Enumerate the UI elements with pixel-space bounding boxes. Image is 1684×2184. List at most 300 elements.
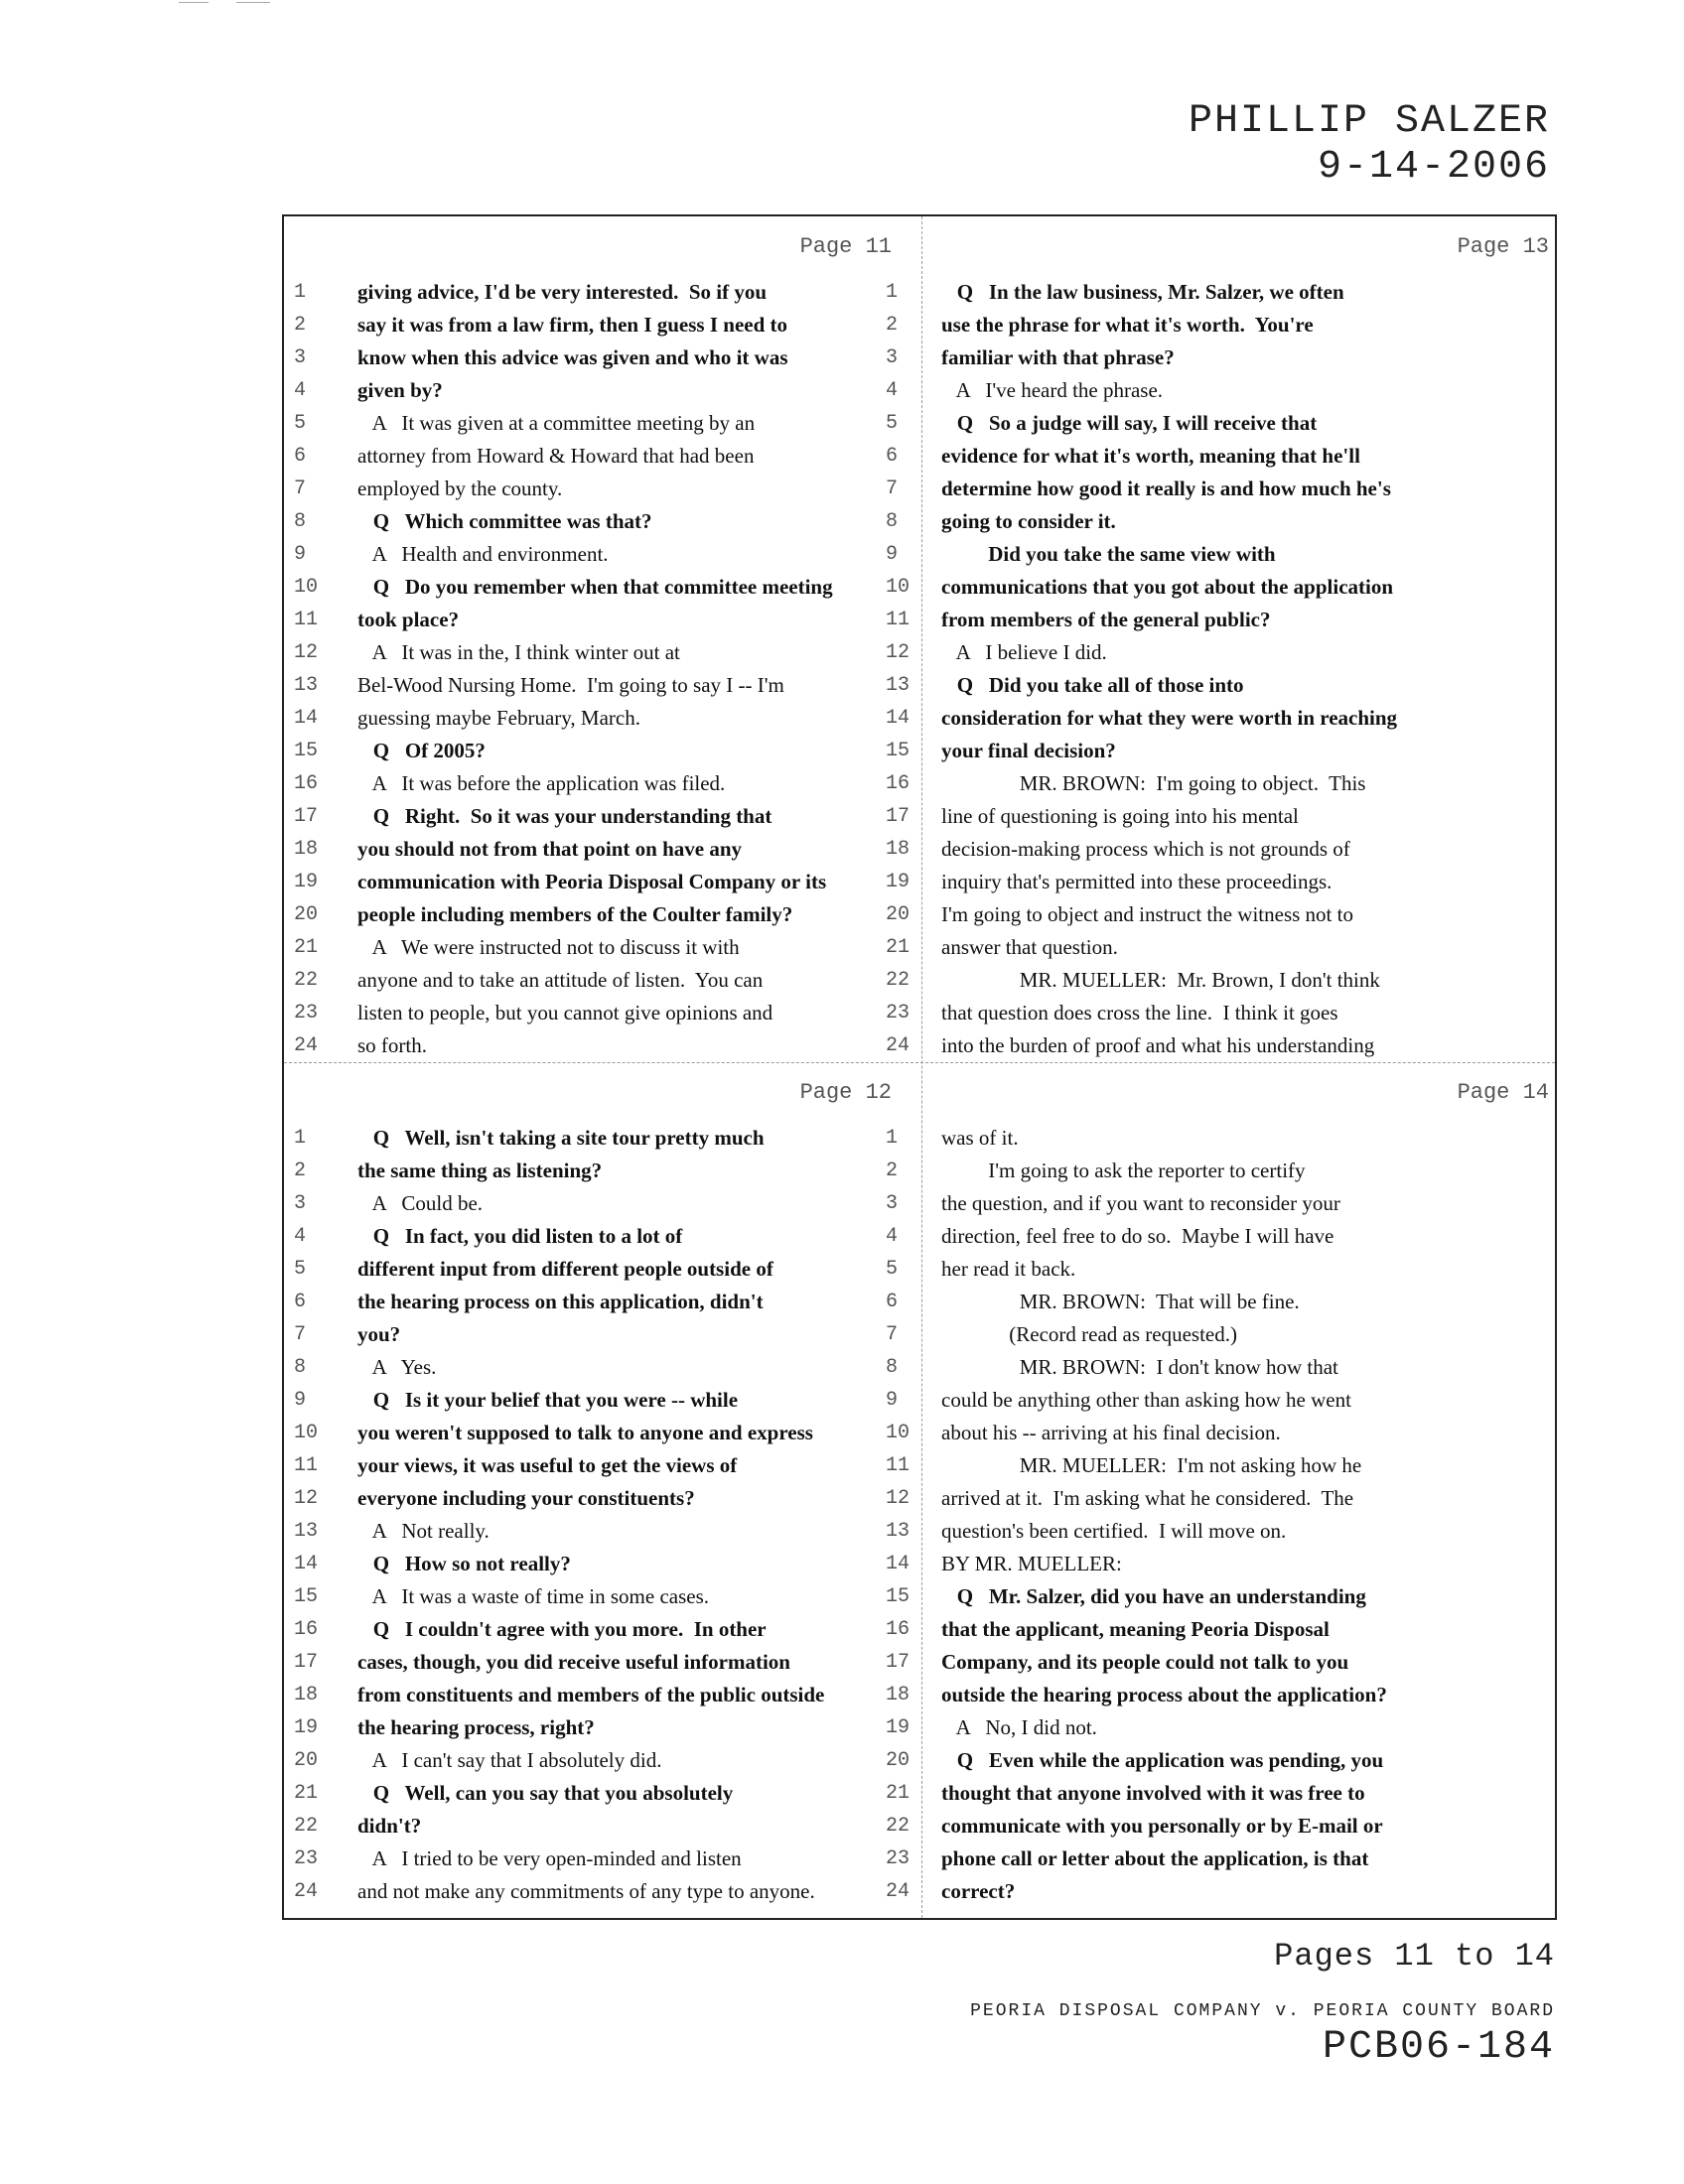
line-number: 14 [886, 1553, 911, 1575]
transcript-line [284, 1843, 921, 1875]
line-text: I'm going to ask the reporter to certify [941, 1159, 1306, 1182]
transcript-line [886, 898, 1559, 931]
line-text: consideration for what they were worth in reaching [941, 706, 1398, 730]
line-text: everyone including your constituents? [357, 1486, 695, 1510]
line-text: outside the hearing process about the application? [941, 1683, 1387, 1706]
line-text: MR. BROWN: I'm going to object. This [941, 771, 1366, 795]
line-text: Q In the law business, Mr. Salzer, we often [941, 280, 1344, 304]
transcript-line [886, 1220, 1559, 1253]
line-number: 18 [294, 1684, 319, 1706]
line-number: 1 [294, 281, 307, 304]
page-title: Page 13 [1457, 234, 1549, 259]
line-text: inquiry that's permitted into these proceedings. [941, 870, 1333, 893]
line-number: 3 [294, 1192, 307, 1215]
transcript-line [886, 1548, 1559, 1580]
line-number: 22 [294, 1815, 319, 1838]
transcript-line [284, 1875, 921, 1908]
line-text: decision-making process which is not grounds of [941, 837, 1350, 861]
line-text: listen to people, but you cannot give opinions and [357, 1001, 773, 1024]
line-number: 19 [294, 871, 319, 893]
line-number: 10 [886, 576, 911, 599]
transcript-line [284, 767, 921, 800]
line-text: A I can't say that I absolutely did. [357, 1748, 662, 1772]
transcript-line [284, 997, 921, 1029]
transcript-line [886, 276, 1559, 309]
line-number: 17 [294, 805, 319, 828]
line-text: Q Which committee was that? [357, 509, 652, 533]
transcript-line [886, 702, 1559, 735]
line-text: anyone and to take an attitude of listen. You can [357, 968, 764, 992]
line-number: 21 [886, 1782, 911, 1805]
line-text: A It was given at a committee meeting by an [357, 411, 756, 435]
transcript-line [886, 1187, 1559, 1220]
line-text: A Not really. [357, 1519, 490, 1543]
case-number: PCB06-184 [1322, 2025, 1555, 2070]
line-text: Q Right. So it was your understanding that [357, 804, 772, 828]
line-number: 5 [294, 1258, 307, 1281]
transcript-line [284, 800, 921, 833]
line-number: 1 [886, 1127, 899, 1150]
line-text: Q Of 2005? [357, 739, 486, 762]
line-number: 20 [294, 903, 319, 926]
line-number: 12 [294, 641, 319, 664]
line-number: 2 [294, 1160, 307, 1182]
line-text: communicate with you personally or by E-mail or [941, 1814, 1383, 1838]
line-number: 18 [294, 838, 319, 861]
line-number: 13 [886, 674, 911, 697]
line-number: 24 [886, 1880, 911, 1903]
line-text: A It was in the, I think winter out at [357, 640, 680, 664]
transcript-line [284, 1122, 921, 1155]
transcript-line [886, 505, 1559, 538]
line-number: 9 [294, 1389, 307, 1412]
line-text: MR. MUELLER: Mr. Brown, I don't think [941, 968, 1380, 992]
line-number: 19 [886, 871, 911, 893]
transcript-line [886, 1515, 1559, 1548]
transcript-line [284, 1286, 921, 1318]
transcript-line [886, 341, 1559, 374]
line-text: was of it. [941, 1126, 1019, 1150]
line-text: the hearing process, right? [357, 1715, 595, 1739]
line-number: 14 [294, 1553, 319, 1575]
line-number: 8 [886, 510, 899, 533]
transcript-line [284, 1515, 921, 1548]
line-text: you should not from that point on have any [357, 837, 743, 861]
line-number: 18 [886, 1684, 911, 1706]
transcript-line [886, 1155, 1559, 1187]
transcript-line [886, 964, 1559, 997]
line-text: so forth. [357, 1033, 427, 1057]
line-text: Q Even while the application was pending, you [941, 1748, 1384, 1772]
line-number: 16 [886, 772, 911, 795]
transcript-line [284, 505, 921, 538]
line-text: the same thing as listening? [357, 1159, 603, 1182]
line-number: 21 [294, 936, 319, 959]
line-text: phone call or letter about the application, is that [941, 1846, 1369, 1870]
transcript-line [886, 1029, 1559, 1062]
transcript-page [886, 216, 1559, 1062]
line-text: MR. BROWN: I don't know how that [941, 1355, 1338, 1379]
line-number: 20 [886, 903, 911, 926]
line-text: could be anything other than asking how he went [941, 1388, 1351, 1412]
transcript-line [284, 636, 921, 669]
line-number: 10 [294, 576, 319, 599]
line-text: thought that anyone involved with it was free to [941, 1781, 1365, 1805]
transcript-line [886, 1580, 1559, 1613]
page-title: Page 14 [1457, 1080, 1549, 1105]
line-text: question's been certified. I will move on. [941, 1519, 1287, 1543]
line-text: Q Well, can you say that you absolutely [357, 1781, 734, 1805]
line-number: 16 [294, 772, 319, 795]
transcript-line [284, 1482, 921, 1515]
line-number: 9 [886, 1389, 899, 1412]
line-number: 20 [886, 1749, 911, 1772]
line-text: didn't? [357, 1814, 422, 1838]
transcript-line [886, 604, 1559, 636]
line-text: (Record read as requested.) [941, 1322, 1237, 1346]
transcript-line [284, 276, 921, 309]
line-text: took place? [357, 608, 460, 631]
line-text: different input from different people outside of [357, 1257, 773, 1281]
line-text: A Yes. [357, 1355, 437, 1379]
transcript-line [886, 1122, 1559, 1155]
transcript-line [886, 538, 1559, 571]
line-text: A It was a waste of time in some cases. [357, 1584, 710, 1608]
deposition-date: 9-14-2006 [1317, 145, 1550, 190]
line-number: 12 [886, 641, 911, 664]
line-text: A I believe I did. [941, 640, 1107, 664]
transcript-line [886, 571, 1559, 604]
line-text: employed by the county. [357, 477, 563, 500]
transcript-line [886, 800, 1559, 833]
pages-range: Pages 11 to 14 [1274, 1938, 1555, 1975]
transcript-line [886, 309, 1559, 341]
line-text: familiar with that phrase? [941, 345, 1175, 369]
line-text: A We were instructed not to discuss it with [357, 935, 740, 959]
transcript-line [886, 1711, 1559, 1744]
line-number: 16 [886, 1618, 911, 1641]
line-text: use the phrase for what it's worth. You're [941, 313, 1314, 337]
line-number: 2 [294, 314, 307, 337]
line-number: 10 [886, 1422, 911, 1444]
line-number: 7 [886, 1323, 899, 1346]
line-number: 24 [294, 1034, 319, 1057]
line-text: MR. MUELLER: I'm not asking how he [941, 1453, 1362, 1477]
line-text: giving advice, I'd be very interested. So if you [357, 280, 768, 304]
transcript-line [284, 1384, 921, 1417]
line-text: Q Is it your belief that you were -- while [357, 1388, 739, 1412]
line-number: 7 [294, 478, 307, 500]
transcript-line [886, 1417, 1559, 1449]
line-text: you weren't supposed to talk to anyone and express [357, 1421, 813, 1444]
line-text: your views, it was useful to get the views of [357, 1453, 738, 1477]
transcript-line [284, 1318, 921, 1351]
line-number: 19 [294, 1716, 319, 1739]
line-number: 15 [886, 1585, 911, 1608]
transcript-line [886, 1810, 1559, 1843]
line-number: 22 [886, 1815, 911, 1838]
line-number: 15 [886, 740, 911, 762]
transcript-line [886, 1843, 1559, 1875]
line-number: 4 [886, 1225, 899, 1248]
line-number: 4 [294, 1225, 307, 1248]
transcript-line [284, 1449, 921, 1482]
line-number: 14 [886, 707, 911, 730]
transcript-line [886, 767, 1559, 800]
transcript-frame [282, 214, 1557, 1920]
transcript-line [284, 473, 921, 505]
transcript-line [284, 866, 921, 898]
line-text: the question, and if you want to reconsider your [941, 1191, 1340, 1215]
page-lines [284, 276, 921, 1062]
transcript-line [284, 1646, 921, 1679]
page-title: Page 12 [799, 1080, 892, 1105]
line-text: from members of the general public? [941, 608, 1271, 631]
line-number: 13 [294, 674, 319, 697]
transcript-line [284, 1220, 921, 1253]
transcript-line [284, 1187, 921, 1220]
line-text: Q I couldn't agree with you more. In other [357, 1617, 767, 1641]
page-title: Page 11 [799, 234, 892, 259]
transcript-line [284, 1029, 921, 1062]
line-number: 23 [294, 1847, 319, 1870]
line-text: say it was from a law firm, then I guess I need to [357, 313, 788, 337]
transcript-line [284, 669, 921, 702]
witness-name: PHILLIP SALZER [1188, 99, 1550, 144]
transcript-page [886, 1062, 1559, 1908]
line-text: into the burden of proof and what his understanding [941, 1033, 1375, 1057]
transcript-line [886, 833, 1559, 866]
transcript-line [284, 1711, 921, 1744]
case-title: PEORIA DISPOSAL COMPANY v. PEORIA COUNTY BOARD [970, 2001, 1555, 2021]
transcript-line [886, 1613, 1559, 1646]
line-number: 10 [294, 1422, 319, 1444]
line-number: 2 [886, 1160, 899, 1182]
line-number: 6 [294, 1291, 307, 1313]
line-text: communication with Peoria Disposal Company or its [357, 870, 827, 893]
page-lines [886, 276, 1559, 1062]
line-number: 11 [294, 1454, 319, 1477]
page-lines [886, 1122, 1559, 1908]
line-text: determine how good it really is and how much he's [941, 477, 1391, 500]
line-text: Q Well, isn't taking a site tour pretty much [357, 1126, 765, 1150]
line-number: 3 [294, 346, 307, 369]
line-number: 4 [886, 379, 899, 402]
transcript-line [284, 1351, 921, 1384]
transcript-line [284, 1548, 921, 1580]
line-number: 7 [886, 478, 899, 500]
line-text: I'm going to object and instruct the witness not to [941, 902, 1353, 926]
transcript-line [886, 1351, 1559, 1384]
line-text: Company, and its people could not talk to you [941, 1650, 1349, 1674]
line-number: 3 [886, 1192, 899, 1215]
line-number: 3 [886, 346, 899, 369]
transcript-line [886, 1875, 1559, 1908]
line-number: 22 [294, 969, 319, 992]
transcript-line [886, 440, 1559, 473]
line-text: arrived at it. I'm asking what he considered. The [941, 1486, 1354, 1510]
transcript-line [886, 1744, 1559, 1777]
line-number: 20 [294, 1749, 319, 1772]
line-number: 11 [886, 609, 911, 631]
transcript-line [886, 931, 1559, 964]
line-number: 1 [294, 1127, 307, 1150]
transcript-line [284, 1580, 921, 1613]
line-number: 13 [294, 1520, 319, 1543]
line-text: you? [357, 1322, 401, 1346]
line-text: Bel-Wood Nursing Home. I'm going to say I -- I'm [357, 673, 784, 697]
transcript-line [886, 866, 1559, 898]
line-number: 17 [886, 805, 911, 828]
line-number: 6 [294, 445, 307, 468]
line-number: 18 [886, 838, 911, 861]
line-text: communications that you got about the application [941, 575, 1394, 599]
line-number: 8 [294, 510, 307, 533]
line-number: 17 [886, 1651, 911, 1674]
transcript-line [284, 1417, 921, 1449]
line-number: 23 [886, 1847, 911, 1870]
transcript-line [886, 1318, 1559, 1351]
transcript-line [886, 1482, 1559, 1515]
line-text: Q So a judge will say, I will receive that [941, 411, 1318, 435]
line-text: Q How so not really? [357, 1552, 571, 1575]
page-lines [284, 1122, 921, 1908]
line-text: Q In fact, you did listen to a lot of [357, 1224, 683, 1248]
transcript-line [284, 1679, 921, 1711]
transcript-line [886, 1286, 1559, 1318]
line-text: the hearing process on this application, didn't [357, 1290, 764, 1313]
line-text: attorney from Howard & Howard that had been [357, 444, 755, 468]
line-text: guessing maybe February, March. [357, 706, 640, 730]
transcript-line [284, 1155, 921, 1187]
line-text: evidence for what it's worth, meaning that he'll [941, 444, 1360, 468]
line-text: that the applicant, meaning Peoria Disposal [941, 1617, 1330, 1641]
line-number: 17 [294, 1651, 319, 1674]
transcript-line [284, 538, 921, 571]
transcript-line [284, 374, 921, 407]
line-number: 22 [886, 969, 911, 992]
line-text: Q Mr. Salzer, did you have an understanding [941, 1584, 1366, 1608]
transcript-line [284, 571, 921, 604]
transcript-line [886, 997, 1559, 1029]
line-number: 12 [886, 1487, 911, 1510]
line-number: 8 [294, 1356, 307, 1379]
transcript-line [284, 407, 921, 440]
line-number: 16 [294, 1618, 319, 1641]
line-number: 5 [294, 412, 307, 435]
scan-mark [236, 2, 270, 3]
scan-mark [179, 2, 209, 3]
line-text: people including members of the Coulter family? [357, 902, 793, 926]
line-number: 6 [886, 1291, 899, 1313]
line-number: 9 [294, 543, 307, 566]
line-number: 11 [886, 1454, 911, 1477]
transcript-line [284, 440, 921, 473]
line-number: 7 [294, 1323, 307, 1346]
line-text: going to consider it. [941, 509, 1116, 533]
line-number: 4 [294, 379, 307, 402]
line-text: know when this advice was given and who it was [357, 345, 788, 369]
line-text: that question does cross the line. I think it goes [941, 1001, 1338, 1024]
transcript-line [284, 898, 921, 931]
line-number: 24 [294, 1880, 319, 1903]
line-number: 14 [294, 707, 319, 730]
line-text: A It was before the application was filed. [357, 771, 726, 795]
transcript-page [284, 216, 921, 1062]
line-text: A Could be. [357, 1191, 484, 1215]
transcript-line [886, 1384, 1559, 1417]
transcript-line [284, 1777, 921, 1810]
line-text: from constituents and members of the public outside [357, 1683, 825, 1706]
transcript-line [886, 1253, 1559, 1286]
line-number: 6 [886, 445, 899, 468]
transcript-line [284, 931, 921, 964]
transcript-line [284, 1253, 921, 1286]
line-text: A I've heard the phrase. [941, 378, 1164, 402]
line-text: BY MR. MUELLER: [941, 1552, 1122, 1575]
transcript-page [284, 1062, 921, 1908]
transcript-line [886, 1777, 1559, 1810]
line-text: Q Do you remember when that committee meeting [357, 575, 833, 599]
transcript-line [284, 1613, 921, 1646]
line-text: about his -- arriving at his final decision. [941, 1421, 1281, 1444]
transcript-line [284, 341, 921, 374]
line-number: 21 [294, 1782, 319, 1805]
line-text: A I tried to be very open-minded and listen [357, 1846, 742, 1870]
line-text: given by? [357, 378, 443, 402]
transcript-line [886, 636, 1559, 669]
line-number: 24 [886, 1034, 911, 1057]
line-text: cases, though, you did receive useful information [357, 1650, 790, 1674]
transcript-line [886, 735, 1559, 767]
line-number: 1 [886, 281, 899, 304]
transcript-line [886, 473, 1559, 505]
transcript-line [886, 1646, 1559, 1679]
line-number: 2 [886, 314, 899, 337]
transcript-line [284, 735, 921, 767]
line-number: 8 [886, 1356, 899, 1379]
transcript-line [284, 1810, 921, 1843]
line-text: your final decision? [941, 739, 1116, 762]
line-text: Did you take the same view with [941, 542, 1276, 566]
line-text: line of questioning is going into his mental [941, 804, 1299, 828]
line-number: 23 [294, 1002, 319, 1024]
transcript-line [284, 1744, 921, 1777]
line-number: 15 [294, 1585, 319, 1608]
line-number: 9 [886, 543, 899, 566]
line-text: MR. BROWN: That will be fine. [941, 1290, 1300, 1313]
line-number: 12 [294, 1487, 319, 1510]
line-number: 19 [886, 1716, 911, 1739]
line-number: 5 [886, 1258, 899, 1281]
line-number: 11 [294, 609, 319, 631]
transcript-line [284, 964, 921, 997]
transcript-line [886, 1449, 1559, 1482]
line-text: her read it back. [941, 1257, 1076, 1281]
line-text: direction, feel free to do so. Maybe I will have [941, 1224, 1334, 1248]
line-text: A Health and environment. [357, 542, 609, 566]
line-number: 23 [886, 1002, 911, 1024]
line-number: 5 [886, 412, 899, 435]
transcript-line [886, 374, 1559, 407]
transcript-line [284, 309, 921, 341]
transcript-line [886, 1679, 1559, 1711]
transcript-line [886, 407, 1559, 440]
transcript-line [284, 702, 921, 735]
transcript-line [284, 833, 921, 866]
line-text: and not make any commitments of any type to anyone. [357, 1879, 815, 1903]
transcript-line [886, 669, 1559, 702]
